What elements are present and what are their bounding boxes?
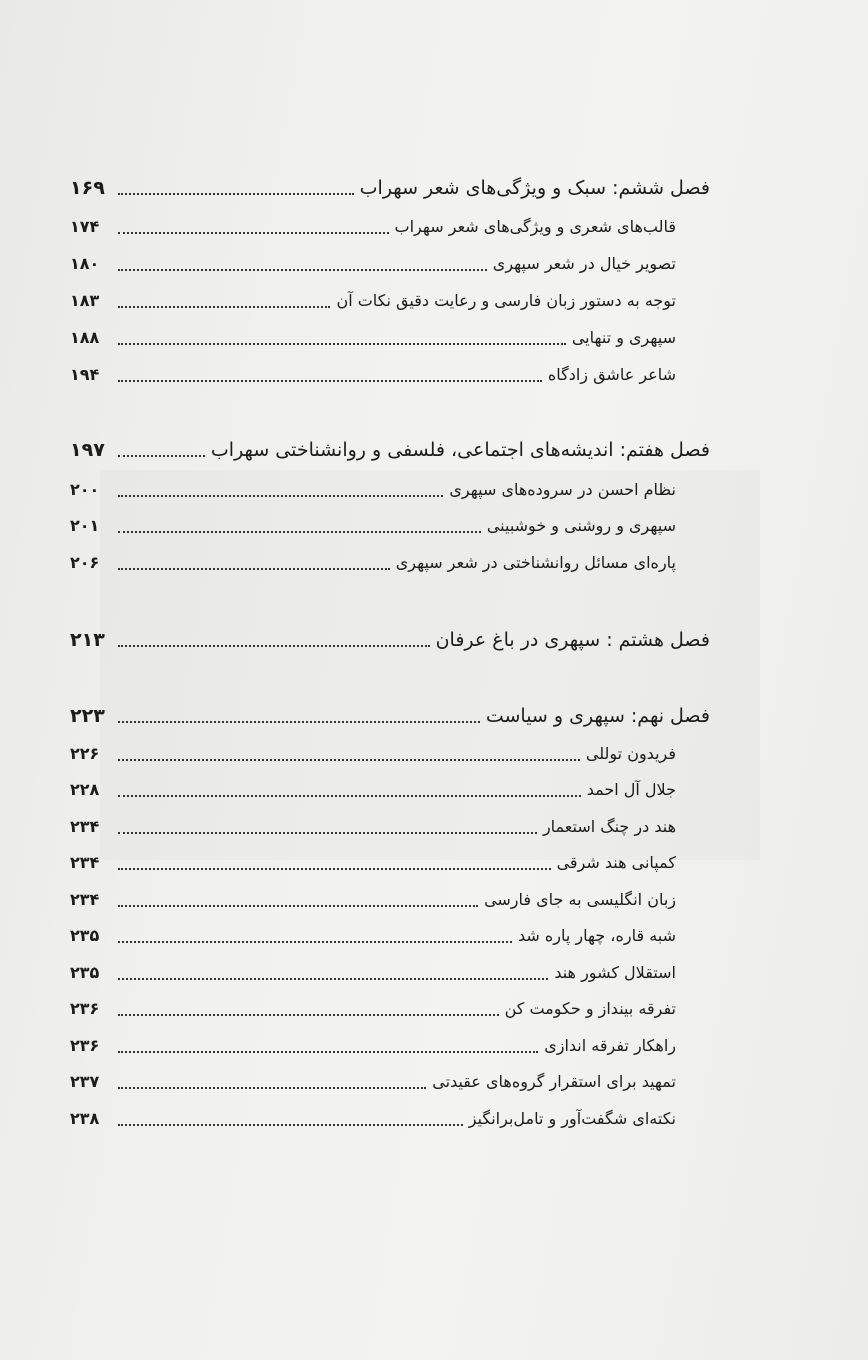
section-title: کمپانی هند شرقی: [556, 853, 676, 872]
section-title: فریدون توللی: [585, 744, 676, 763]
toc-section: [70, 285, 710, 315]
page-number: ۱۸۳: [70, 291, 100, 310]
dot-leader: [118, 940, 512, 943]
toc-chapter-9: [70, 700, 710, 730]
page-number: ۲۰۱: [70, 516, 100, 535]
page-number: ۱۶۹: [70, 177, 105, 199]
toc-section: [70, 993, 710, 1023]
dot-leader: [118, 1086, 426, 1089]
toc-section: [70, 847, 710, 877]
page-number: ۲۲۳: [70, 705, 105, 727]
dot-leader: [118, 977, 548, 980]
table-of-contents: [70, 0, 710, 1360]
toc-section: [70, 1103, 710, 1133]
page-number: ۲۳۴: [70, 817, 100, 836]
toc-chapter-6: [70, 172, 710, 202]
page-number: ۱۹۷: [70, 439, 105, 461]
section-title: شبه قاره، چهار پاره شد: [517, 926, 676, 945]
page-number: ۲۳۵: [70, 926, 100, 945]
dot-leader: [118, 494, 443, 497]
chapter-title: فصل ششم: سبک و ویژگی‌های شعر سهراب: [359, 177, 710, 199]
section-title: تمهید برای استقرار گروه‌های عقیدتی: [432, 1072, 676, 1091]
chapter-title: فصل هشتم : سپهری در باغ عرفان: [435, 629, 710, 651]
dot-leader: [118, 454, 205, 457]
section-title: شاعر عاشق زادگاه: [547, 365, 676, 384]
page-number: ۲۲۸: [70, 780, 100, 799]
toc-section: [70, 738, 710, 768]
dot-leader: [118, 867, 551, 870]
toc-section: [70, 811, 710, 841]
dot-leader: [118, 342, 566, 345]
dot-leader: [118, 1013, 499, 1016]
toc-section: [70, 774, 710, 804]
toc-section: [70, 211, 710, 241]
section-title: جلال آل احمد: [586, 780, 676, 799]
page-number: ۲۰۶: [70, 553, 100, 572]
section-title: زبان انگلیسی به جای فارسی: [484, 890, 676, 909]
section-title: تفرقه بینداز و حکومت کن: [504, 999, 676, 1018]
dot-leader: [118, 530, 481, 533]
page-number: ۲۳۶: [70, 1036, 100, 1055]
section-title: استقلال کشور هند: [554, 963, 676, 982]
toc-section: [70, 957, 710, 987]
page-number: ۲۳۷: [70, 1072, 100, 1091]
toc-section: [70, 474, 710, 504]
page-number: ۱۸۰: [70, 254, 100, 273]
section-title: تصویر خیال در شعر سپهری: [492, 254, 676, 273]
dot-leader: [118, 1050, 538, 1053]
chapter-title: فصل نهم: سپهری و سیاست: [485, 705, 710, 727]
dot-leader: [118, 305, 330, 308]
dot-leader: [118, 192, 354, 195]
toc-section: [70, 359, 710, 389]
dot-leader: [118, 904, 478, 907]
dot-leader: [118, 268, 487, 271]
dot-leader: [118, 1123, 463, 1126]
page-number: ۲۳۴: [70, 890, 100, 909]
toc-section: [70, 884, 710, 914]
page-number: ۲۳۵: [70, 963, 100, 982]
dot-leader: [118, 758, 580, 761]
toc-section: [70, 248, 710, 278]
dot-leader: [118, 379, 542, 382]
section-title: نکته‌ای شگفت‌آور و تامل‌برانگیز: [468, 1109, 676, 1128]
section-title: پاره‌ای مسائل روانشناختی در شعر سپهری: [395, 553, 676, 572]
chapter-title: فصل هفتم: اندیشه‌های اجتماعی، فلسفی و روانشناختی سهراب: [210, 439, 710, 461]
page-number: ۱۸۸: [70, 328, 100, 347]
section-title: راهکار تفرقه اندازی: [544, 1036, 676, 1055]
toc-section: [70, 547, 710, 577]
dot-leader: [118, 567, 390, 570]
dot-leader: [118, 720, 480, 723]
page-number: ۲۰۰: [70, 480, 100, 499]
section-title: نظام احسن در سروده‌های سپهری: [449, 480, 676, 499]
section-title: هند در چنگ استعمار: [542, 817, 676, 836]
toc-section: [70, 510, 710, 540]
page-number: ۲۲۶: [70, 744, 100, 763]
toc-chapter-7: [70, 434, 710, 464]
dot-leader: [118, 231, 389, 234]
toc-chapter-8: [70, 624, 710, 654]
toc-section: [70, 1030, 710, 1060]
page-number: ۱۷۴: [70, 217, 100, 236]
page-number: ۲۳۴: [70, 853, 100, 872]
page-number: ۲۱۳: [70, 629, 105, 651]
toc-section: [70, 1066, 710, 1096]
toc-section: [70, 322, 710, 352]
toc-section: [70, 920, 710, 950]
page-number: ۲۳۶: [70, 999, 100, 1018]
section-title: سپهری و تنهایی: [571, 328, 676, 347]
page-number: ۲۳۸: [70, 1109, 100, 1128]
section-title: سپهری و روشنی و خوشبینی: [486, 516, 676, 535]
page-number: ۱۹۴: [70, 365, 100, 384]
dot-leader: [118, 831, 537, 834]
dot-leader: [118, 794, 581, 797]
section-title: قالب‌های شعری و ویژگی‌های شعر سهراب: [394, 217, 676, 236]
dot-leader: [118, 644, 430, 647]
section-title: توجه به دستور زبان فارسی و رعایت دقیق نکات آن: [336, 291, 676, 310]
